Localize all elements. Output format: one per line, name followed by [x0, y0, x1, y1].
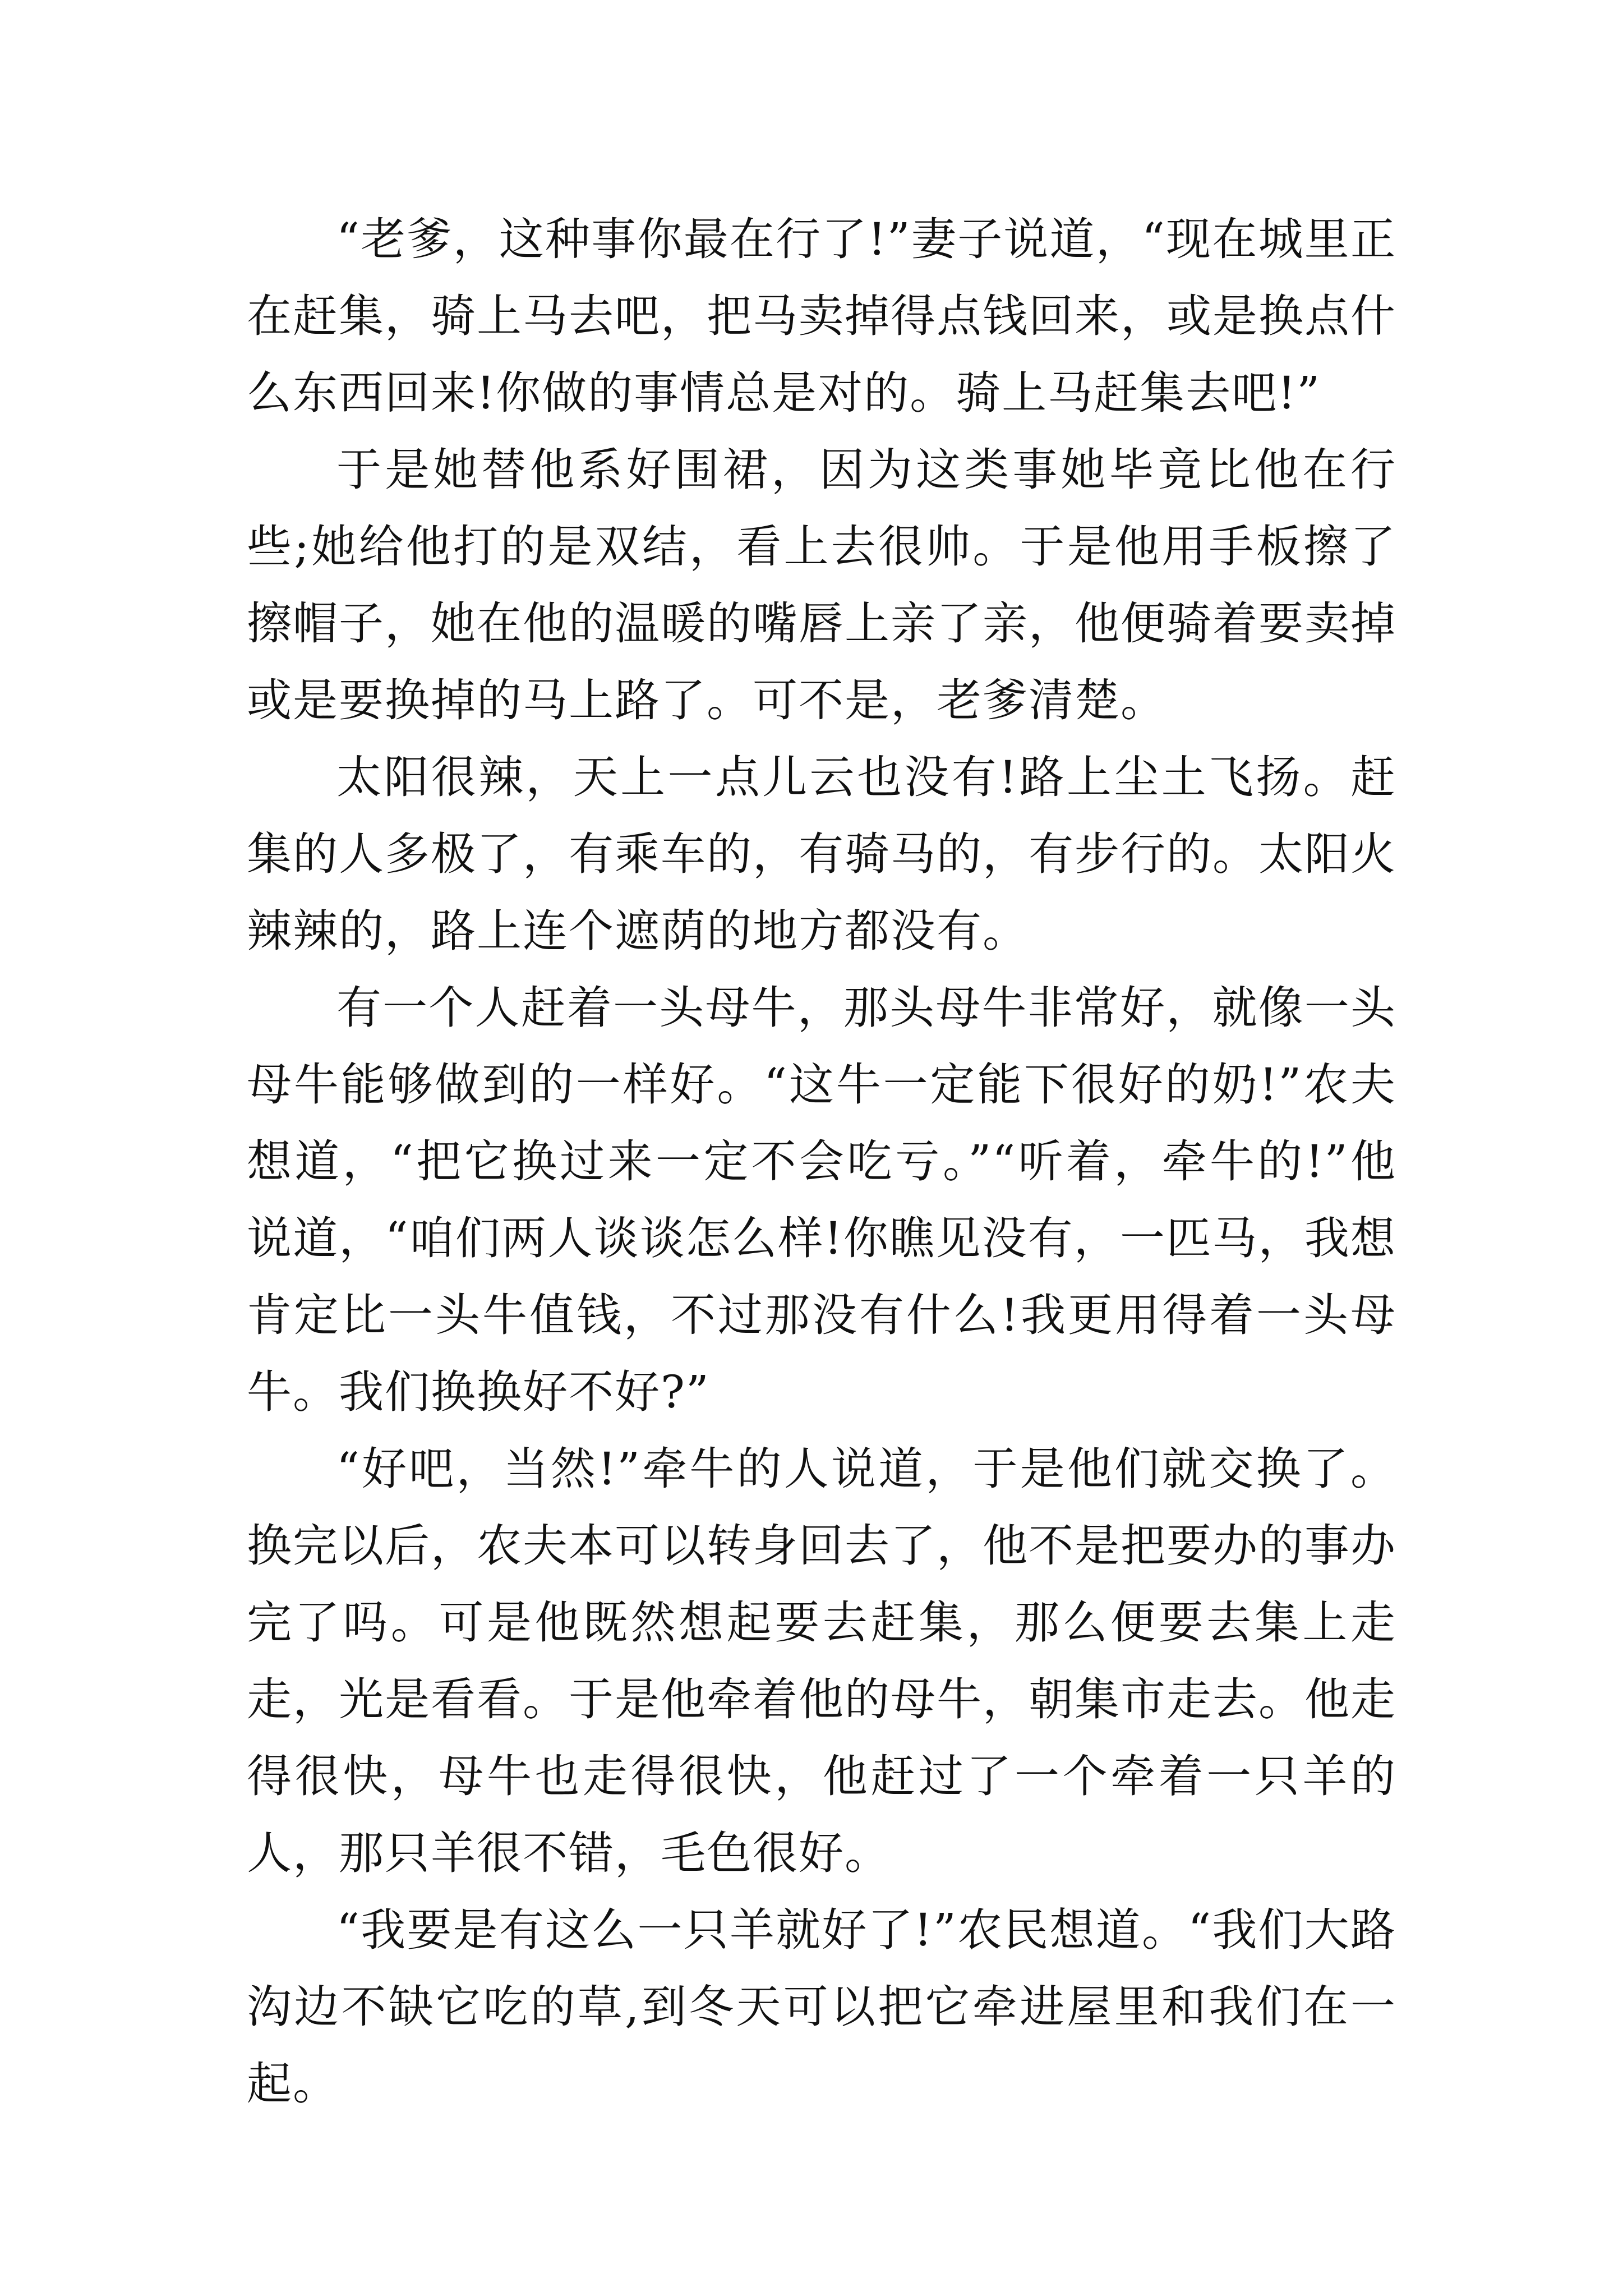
paragraph: 太阳很辣，天上一点儿云也没有!路上尘土飞扬。赶集的人多极了，有乘车的，有骑马的，有步行的。太阳火辣辣的，路上连个遮荫的地方都没有。	[247, 751, 1396, 957]
paragraph: “老爹，这种事你最在行了!”妻子说道，“现在城里正在赶集，骑上马去吧，把马卖掉得点钱回来，或是换点什么东西回来!你做的事情总是对的。骑上马赶集去吧!”	[247, 213, 1396, 419]
paragraph: “好吧，当然!”牵牛的人说道，于是他们就交换了。换完以后，农夫本可以转身回去了，他不是把要办的事办完了吗。可是他既然想起要去赶集，那么便要去集上走走，光是看看。于是他牵着他的母牛，朝集市走去。他走得很快，母牛也走得很快，他赶过了一个牵着一只羊的人，那只羊很不错，毛色很好。	[247, 1443, 1396, 1879]
text-body	[247, 201, 1396, 2122]
paragraph: 有一个人赶着一头母牛，那头母牛非常好，就像一头母牛能够做到的一样好。“这牛一定能下很好的奶!”农夫想道，“把它换过来一定不会吃亏。”“听着，牵牛的!”他说道，“咱们两人谈谈怎么样!你瞧见没有，一匹马，我想肯定比一头牛值钱，不过那没有什么!我更用得着一头母牛。我们换换好不好?”	[247, 982, 1396, 1418]
paragraph: 于是她替他系好围裙，因为这类事她毕竟比他在行些;她给他打的是双结，看上去很帅。于是他用手板擦了擦帽子，她在他的温暖的嘴唇上亲了亲，他便骑着要卖掉或是要换掉的马上路了。可不是，老爹清楚。	[247, 444, 1396, 726]
paragraph: “我要是有这么一只羊就好了!”农民想道。“我们大路沟边不缺它吃的草,到冬天可以把它牵进屋里和我们在一起。	[247, 1904, 1396, 2110]
